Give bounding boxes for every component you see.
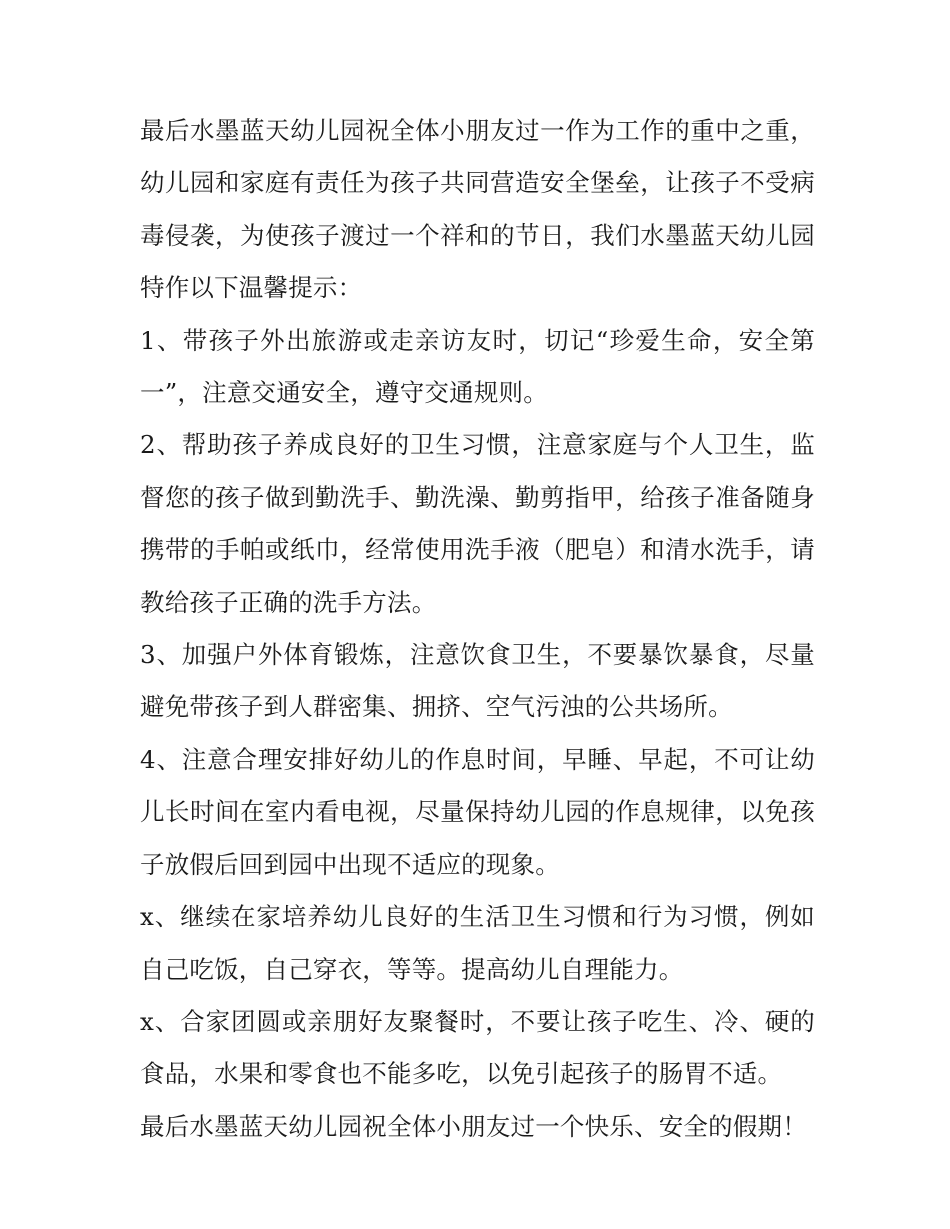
tip-6-paragraph: x、合家团圆或亲朋好友聚餐时，不要让孩子吃生、冷、硬的食品，水果和零食也不能多吃，以免引起孩子的肠胃不适。 (140, 1006, 815, 1089)
tip-4-paragraph: 4、注意合理安排好幼儿的作息时间，早睡、早起，不可让幼儿长时间在室内看电视，尽量保持幼儿园的作息规律，以免孩子放假后回到园中出现不适应的现象。 (140, 744, 815, 879)
tip-3-paragraph: 3、加强户外体育锻炼，注意饮食卫生，不要暴饮暴食，尽量避免带孩子到人群密集、拥挤、空气污浊的公共场所。 (140, 640, 815, 722)
tip-2-paragraph: 2、帮助孩子养成良好的卫生习惯，注意家庭与个人卫生，监督您的孩子做到勤洗手、勤洗澡、勤剪指甲，给孩子准备随身携带的手帕或纸巾，经常使用洗手液（肥皂）和清水洗手，请教给孩子正确的洗手方法。 (140, 430, 815, 617)
tip-1-paragraph: 1、带孩子外出旅游或走亲访友时，切记“珍爱生命，安全第一”，注意交通安全，遵守交通规则。 (140, 325, 815, 408)
closing-paragraph: 最后水墨蓝天幼儿园祝全体小朋友过一个快乐、安全的假期！ (140, 1111, 807, 1141)
tip-5-paragraph: x、继续在家培养幼儿良好的生活卫生习惯和行为习惯，例如自己吃饭，自己穿衣，等等。提高幼儿自理能力。 (140, 902, 815, 984)
intro-paragraph: 最后水墨蓝天幼儿园祝全体小朋友过一作为工作的重中之重，幼儿园和家庭有责任为孩子共同营造安全堡垒，让孩子不受病毒侵袭，为使孩子渡过一个祥和的节日，我们水墨蓝天幼儿园特作以下温馨提示： (140, 116, 815, 303)
document-body (140, 105, 815, 1153)
